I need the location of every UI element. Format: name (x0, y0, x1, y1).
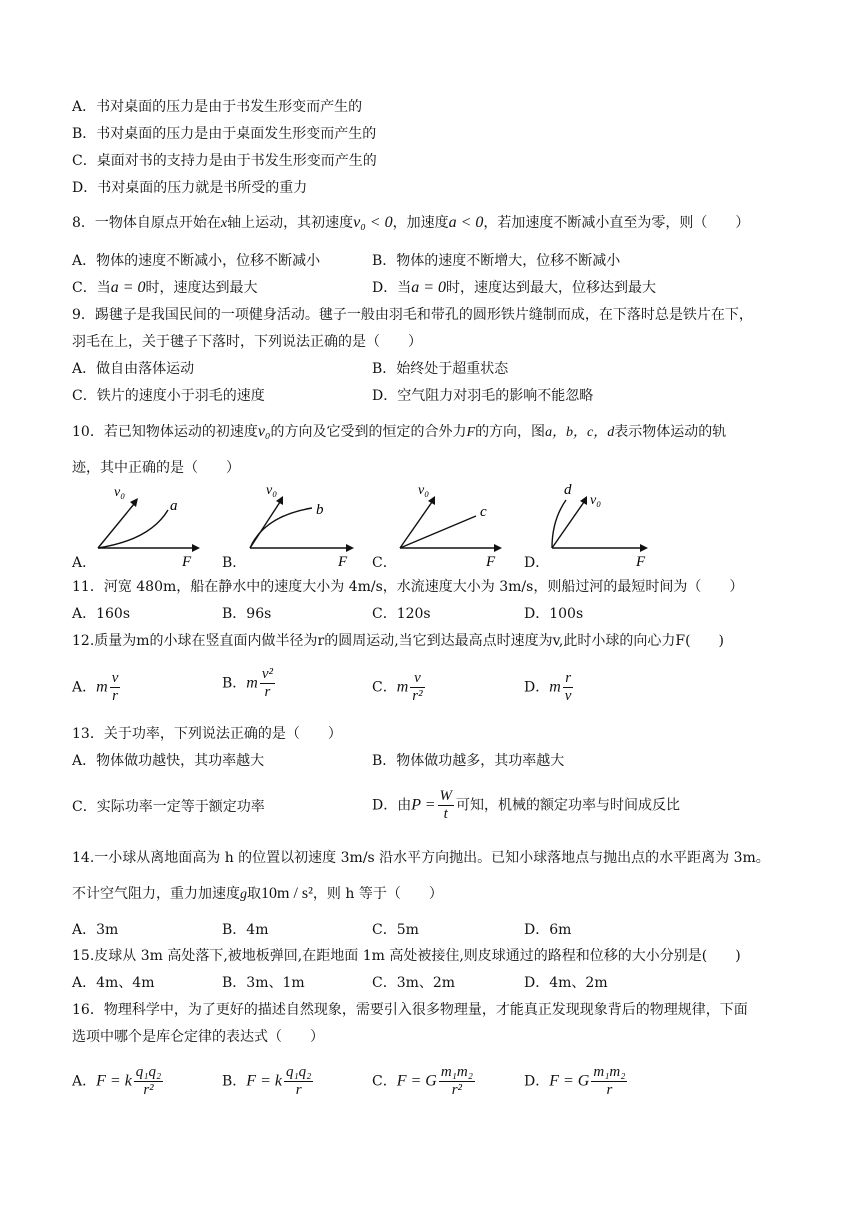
q10-option-a-label: A． (72, 555, 97, 571)
svg-text:a: a (170, 498, 178, 514)
q11-option-b: B．96s (222, 606, 272, 622)
q13-option-a: A．物体做功越快，其功率越大 (72, 753, 265, 769)
q9-option-b: B．始终处于超重状态 (372, 361, 509, 377)
svg-text:v₀: v₀ (114, 485, 126, 500)
q11-stem: 11．河宽 480m，船在静水中的速度大小为 4m/s，水流速度大小为 3m/s，则船过河的最短时间为（ ） (72, 579, 744, 595)
q10-stem-line1: 10．若已知物体运动的初速度v₀的方向及它受到的恒定的合外力F的方向，图a，b，c，d表示物体运动的轨 (72, 423, 727, 440)
svg-text:v₀: v₀ (590, 493, 602, 508)
svg-text:b: b (316, 502, 324, 518)
q16-option-b: B．F = k $\frac{\text{q₁q₂}}{r}$ (222, 1064, 312, 1098)
q12-option-c: C．m $\frac{v}{\text{r²}}$ (372, 670, 423, 704)
q8-option-a: A．物体的速度不断减小，位移不断减小 (72, 253, 321, 269)
q9-stem-line2: 羽毛在上，关于毽子下落时，下列说法正确的是（ ） (72, 334, 422, 350)
q15-option-b: B．3m、1m (222, 975, 305, 991)
q10-diagram-d (544, 480, 664, 570)
q7-option-d: D．书对桌面的压力就是书所受的重力 (72, 180, 308, 196)
q8-option-d: D．当a = 0时，速度达到最大，位移达到最大 (372, 279, 657, 296)
q11-option-c: C．120s (372, 606, 431, 622)
q8-option-b: B．物体的速度不断增大，位移不断减小 (372, 253, 621, 269)
q12-option-d: D．m $\frac{r}{v}$ (524, 670, 572, 704)
q10-option-c-label: C． (372, 555, 397, 571)
q14-option-b: B．4m (222, 922, 269, 938)
q10-diagram-b (242, 480, 362, 570)
q13-option-c: C．实际功率一定等于额定功率 (72, 799, 265, 815)
q9-option-a: A．做自由落体运动 (72, 361, 195, 377)
q15-option-d: D．4m、2m (524, 975, 608, 991)
q9-option-c: C．铁片的速度小于羽毛的速度 (72, 388, 265, 404)
q11-option-a: A．160s (72, 606, 131, 622)
q14-option-a: A．3m (72, 922, 119, 938)
q9-option-d: D．空气阻力对羽毛的影响不能忽略 (372, 388, 594, 404)
svg-text:F: F (486, 554, 496, 570)
q13-stem: 13．关于功率，下列说法正确的是（ ） (72, 726, 342, 742)
svg-text:F: F (636, 554, 646, 570)
svg-text:d: d (564, 482, 572, 498)
q14-stem-line2: 不计空气阻力，重力加速度g取10m / s²，则 h 等于（ ） (72, 885, 443, 902)
q8-option-c: C．当a = 0时，速度达到最大 (72, 279, 258, 296)
q10-option-d-label: D． (524, 555, 550, 571)
q16-option-d: D．F = G $\frac{\text{m₁m₂}}{r}$ (524, 1064, 626, 1098)
q10-stem-line2: 迹，其中正确的是（ ） (72, 460, 240, 476)
q14-option-d: D．6m (524, 922, 572, 938)
svg-text:c: c (480, 504, 487, 520)
q8-stem: 8．一物体自原点开始在x轴上运动，其初速度v₀ < 0，加速度a < 0，若加速度不断减小直至为零，则（ ） (72, 214, 750, 231)
svg-text:v₀: v₀ (266, 483, 278, 498)
q10-diagram-c (392, 480, 512, 570)
q7-option-a: A．书对桌面的压力是由于书发生形变而产生的 (72, 99, 363, 115)
q7-option-c: C．桌面对书的支持力是由于书发生形变而产生的 (72, 153, 377, 169)
q10-option-b-label: B． (222, 555, 247, 571)
q16-stem-line2: 选项中哪个是库仑定律的表达式（ ） (72, 1029, 324, 1045)
q13-option-d: D．由P = $\frac{W}{t}$ 可知，机械的额定功率与时间成反比 (372, 788, 681, 822)
svg-text:F: F (338, 554, 348, 570)
q11-option-d: D．100s (524, 606, 584, 622)
q7-option-b: B．书对桌面的压力是由于桌面发生形变而产生的 (72, 126, 377, 142)
q12-option-b: B．m $\frac{\text{v²}}{r}$ (222, 666, 274, 700)
q13-option-b: B．物体做功越多，其功率越大 (372, 753, 565, 769)
q15-option-a: A．4m、4m (72, 975, 155, 991)
q14-option-c: C．5m (372, 922, 419, 938)
q16-stem-line1: 16．物理科学中，为了更好的描述自然现象，需要引入很多物理量，才能真正发现现象背后的物理规律，下面 (72, 1002, 748, 1018)
q10-diagram-a (90, 480, 210, 570)
q15-option-c: C．3m、2m (372, 975, 456, 991)
svg-text:v₀: v₀ (418, 483, 430, 498)
q16-option-a: A．F = k $\frac{\text{q₁q₂}}{\text{r²}}$ (72, 1064, 162, 1098)
svg-text:F: F (182, 554, 192, 570)
q12-stem: 12.质量为m的小球在竖直面内做半径为r的圆周运动,当它到达最高点时速度为v,此时小球的向心力F( ) (72, 633, 725, 649)
q16-option-c: C．F = G $\frac{\text{m₁m₂}}{\text{r²}}$ (372, 1064, 473, 1098)
q9-stem-line1: 9．踢毽子是我国民间的一项健身活动。毽子一般由羽毛和带孔的圆形铁片缝制而成，在下落时总是铁片在下， (72, 307, 753, 323)
q15-stem: 15.皮球从 3m 高处落下,被地板弹回,在距地面 1m 高处被接住,则皮球通过的路程和位移的大小分别是( ) (72, 948, 741, 964)
q14-stem-line1: 14.一小球从离地面高为 h 的位置以初速度 3m/s 沿水平方向抛出。已知小球落地点与抛出点的水平距离为 3m。 (72, 850, 770, 866)
q12-option-a: A．m $\frac{v}{r}$ (72, 670, 119, 704)
